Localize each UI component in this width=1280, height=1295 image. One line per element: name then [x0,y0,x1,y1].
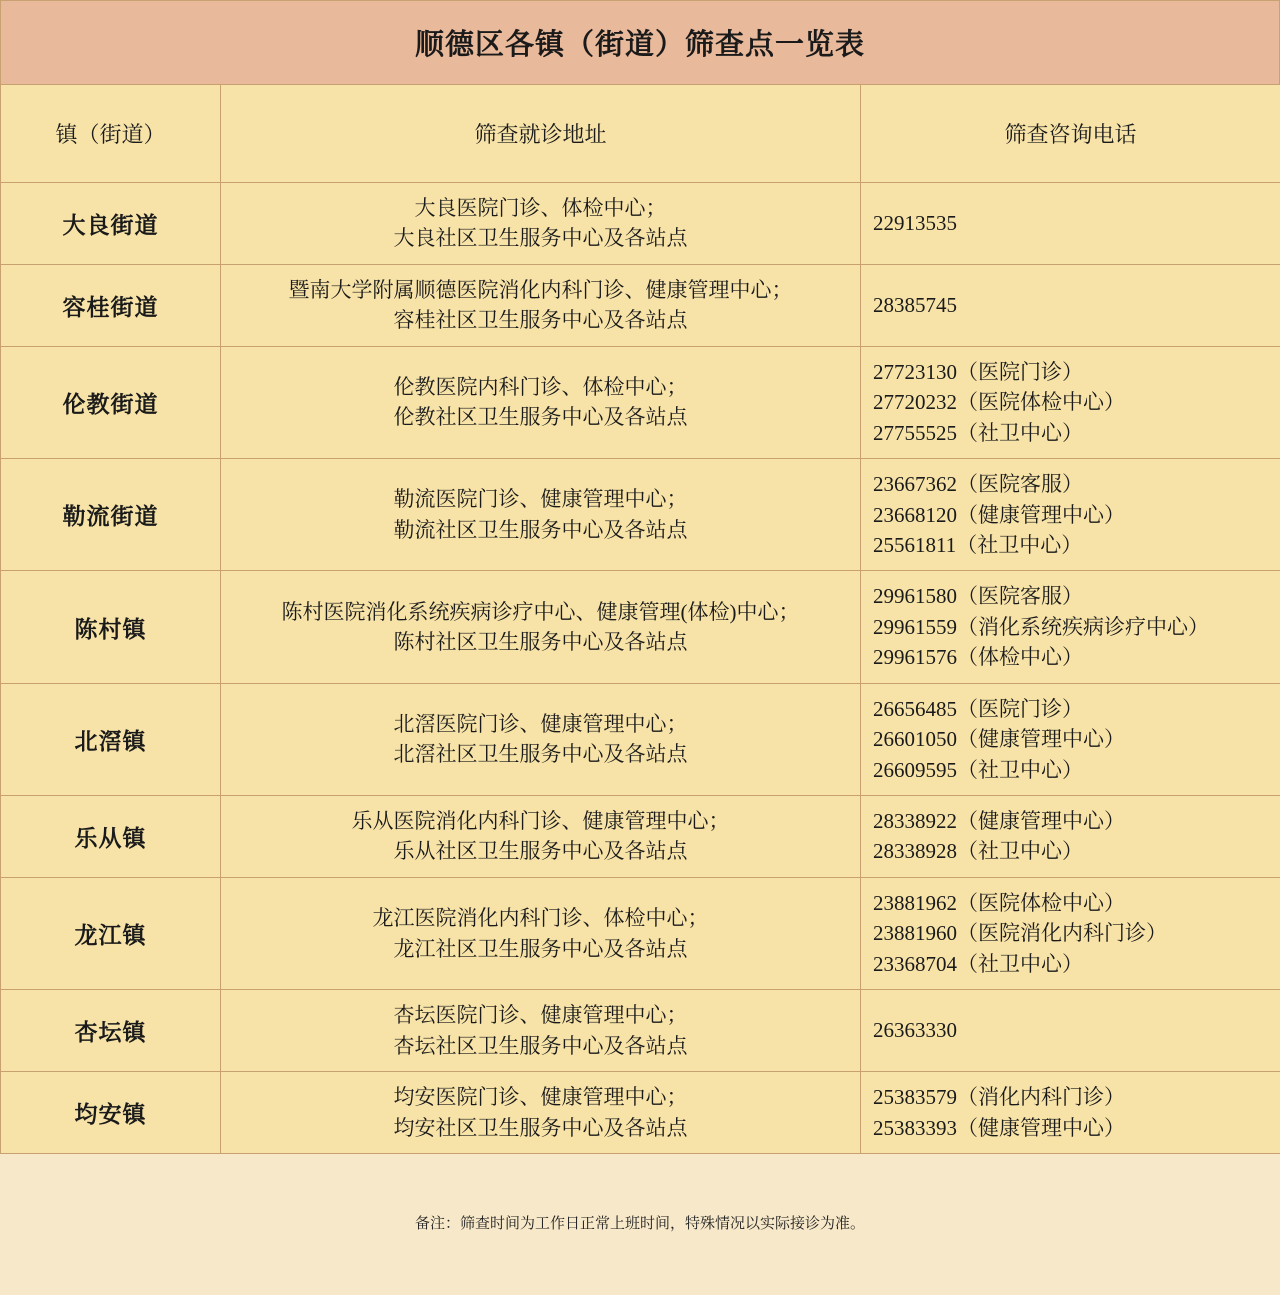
address-line: 均安医院门诊、健康管理中心； [393,1085,688,1110]
consultation-phone-cell [861,1072,1280,1154]
consultation-phone-cell [861,183,1280,265]
town-name-cell: 容桂街道 [1,264,221,346]
screening-address-cell [221,1072,861,1154]
table-row [1,571,1280,683]
address-line: 杏坛社区卫生服务中心及各站点 [393,1033,688,1058]
screening-address-cell [221,346,861,458]
phone-line: 22913535 [873,211,957,236]
phone-line: 27720232（医院体检中心） [873,390,1125,415]
table-row [1,990,1280,1072]
table-header-row [1,85,1280,183]
phone-line: 28338928（社卫中心） [873,839,1083,864]
table-header [1,85,1280,183]
phone-line: 25383393（健康管理中心） [873,1115,1125,1140]
screening-points-table [0,84,1280,1154]
address-line: 勒流医院门诊、健康管理中心； [393,487,688,512]
table-row [1,346,1280,458]
table-row [1,683,1280,795]
phone-line: 29961559（消化系统疾病诊疗中心） [873,614,1209,639]
address-line: 龙江医院消化内科门诊、体检中心； [372,906,709,931]
phone-line: 26363330 [873,1018,957,1043]
phone-line: 28338922（健康管理中心） [873,809,1125,833]
address-line: 大良医院门诊、体检中心； [414,196,667,220]
screening-address-cell [221,571,861,683]
phone-line: 26609595（社卫中心） [873,757,1083,782]
town-name-cell: 陈村镇 [1,571,221,683]
phone-line: 29961576（体检中心） [873,645,1083,670]
address-line: 龙江社区卫生服务中心及各站点 [393,936,688,961]
phone-line: 25561811（社卫中心） [873,532,1083,557]
consultation-phone-cell [861,877,1280,989]
address-line: 伦教社区卫生服务中心及各站点 [393,405,688,430]
town-name-cell: 大良街道 [1,183,221,265]
address-line: 伦教医院内科门诊、体检中心； [393,374,688,399]
phone-line: 29961580（医院客服） [873,584,1083,609]
column-header-address: 筛查就诊地址 [221,85,861,183]
address-line: 陈村社区卫生服务中心及各站点 [393,630,688,655]
table-row [1,264,1280,346]
address-line: 暨南大学附属顺德医院消化内科门诊、健康管理中心； [288,277,793,302]
phone-line: 23667362（医院客服） [873,472,1083,497]
address-line: 杏坛医院门诊、健康管理中心； [393,1003,688,1028]
town-name-cell: 伦教街道 [1,346,221,458]
screening-address-cell [221,796,861,878]
consultation-phone-cell [861,264,1280,346]
phone-line: 26601050（健康管理中心） [873,727,1125,752]
address-line: 均安社区卫生服务中心及各站点 [393,1115,688,1140]
phone-line: 26656485（医院门诊） [873,696,1083,721]
column-header-town: 镇（街道） [1,85,221,183]
town-name-cell: 龙江镇 [1,877,221,989]
town-name-cell: 北滘镇 [1,683,221,795]
address-line: 乐从社区卫生服务中心及各站点 [393,839,688,864]
phone-line: 27723130（医院门诊） [873,359,1083,384]
screening-address-cell [221,877,861,989]
town-name-cell: 均安镇 [1,1072,221,1154]
column-header-phone: 筛查咨询电话 [861,85,1280,183]
address-line: 勒流社区卫生服务中心及各站点 [393,517,688,542]
screening-address-cell [221,264,861,346]
address-line: 容桂社区卫生服务中心及各站点 [393,308,688,333]
consultation-phone-cell [861,796,1280,878]
phone-line: 23368704（社卫中心） [873,951,1083,976]
table-body [1,183,1280,1154]
phone-line: 23881962（医院体检中心） [873,890,1125,915]
page-title: 顺德区各镇（街道）筛查点一览表 [414,29,865,61]
phone-line: 23881960（医院消化内科门诊） [873,921,1167,946]
screening-address-cell [221,183,861,265]
screening-address-cell [221,459,861,571]
phone-line: 27755525（社卫中心） [873,420,1083,445]
screening-address-cell [221,683,861,795]
town-name-cell: 乐从镇 [1,796,221,878]
table-row [1,877,1280,989]
address-line: 北滘社区卫生服务中心及各站点 [393,742,688,767]
table-row [1,1072,1280,1154]
phone-line: 23668120（健康管理中心） [873,502,1125,527]
consultation-phone-cell [861,683,1280,795]
table-row [1,183,1280,265]
table-footnote: 备注：筛查时间为工作日正常上班时间，特殊情况以实际接诊为准。 [0,1154,1280,1295]
phone-line: 25383579（消化内科门诊） [873,1085,1125,1110]
screening-address-cell [221,990,861,1072]
phone-line: 28385745 [873,293,957,318]
consultation-phone-cell [861,571,1280,683]
table-title-bar [0,0,1280,84]
consultation-phone-cell [861,459,1280,571]
consultation-phone-cell [861,990,1280,1072]
address-line: 北滘医院门诊、健康管理中心； [393,711,688,736]
address-line: 大良社区卫生服务中心及各站点 [393,226,688,251]
table-row [1,796,1280,878]
address-line: 陈村医院消化系统疾病诊疗中心、健康管理(体检)中心； [281,599,800,624]
table-row [1,459,1280,571]
town-name-cell: 杏坛镇 [1,990,221,1072]
address-line: 乐从医院消化内科门诊、健康管理中心； [351,809,730,833]
town-name-cell: 勒流街道 [1,459,221,571]
consultation-phone-cell [861,346,1280,458]
